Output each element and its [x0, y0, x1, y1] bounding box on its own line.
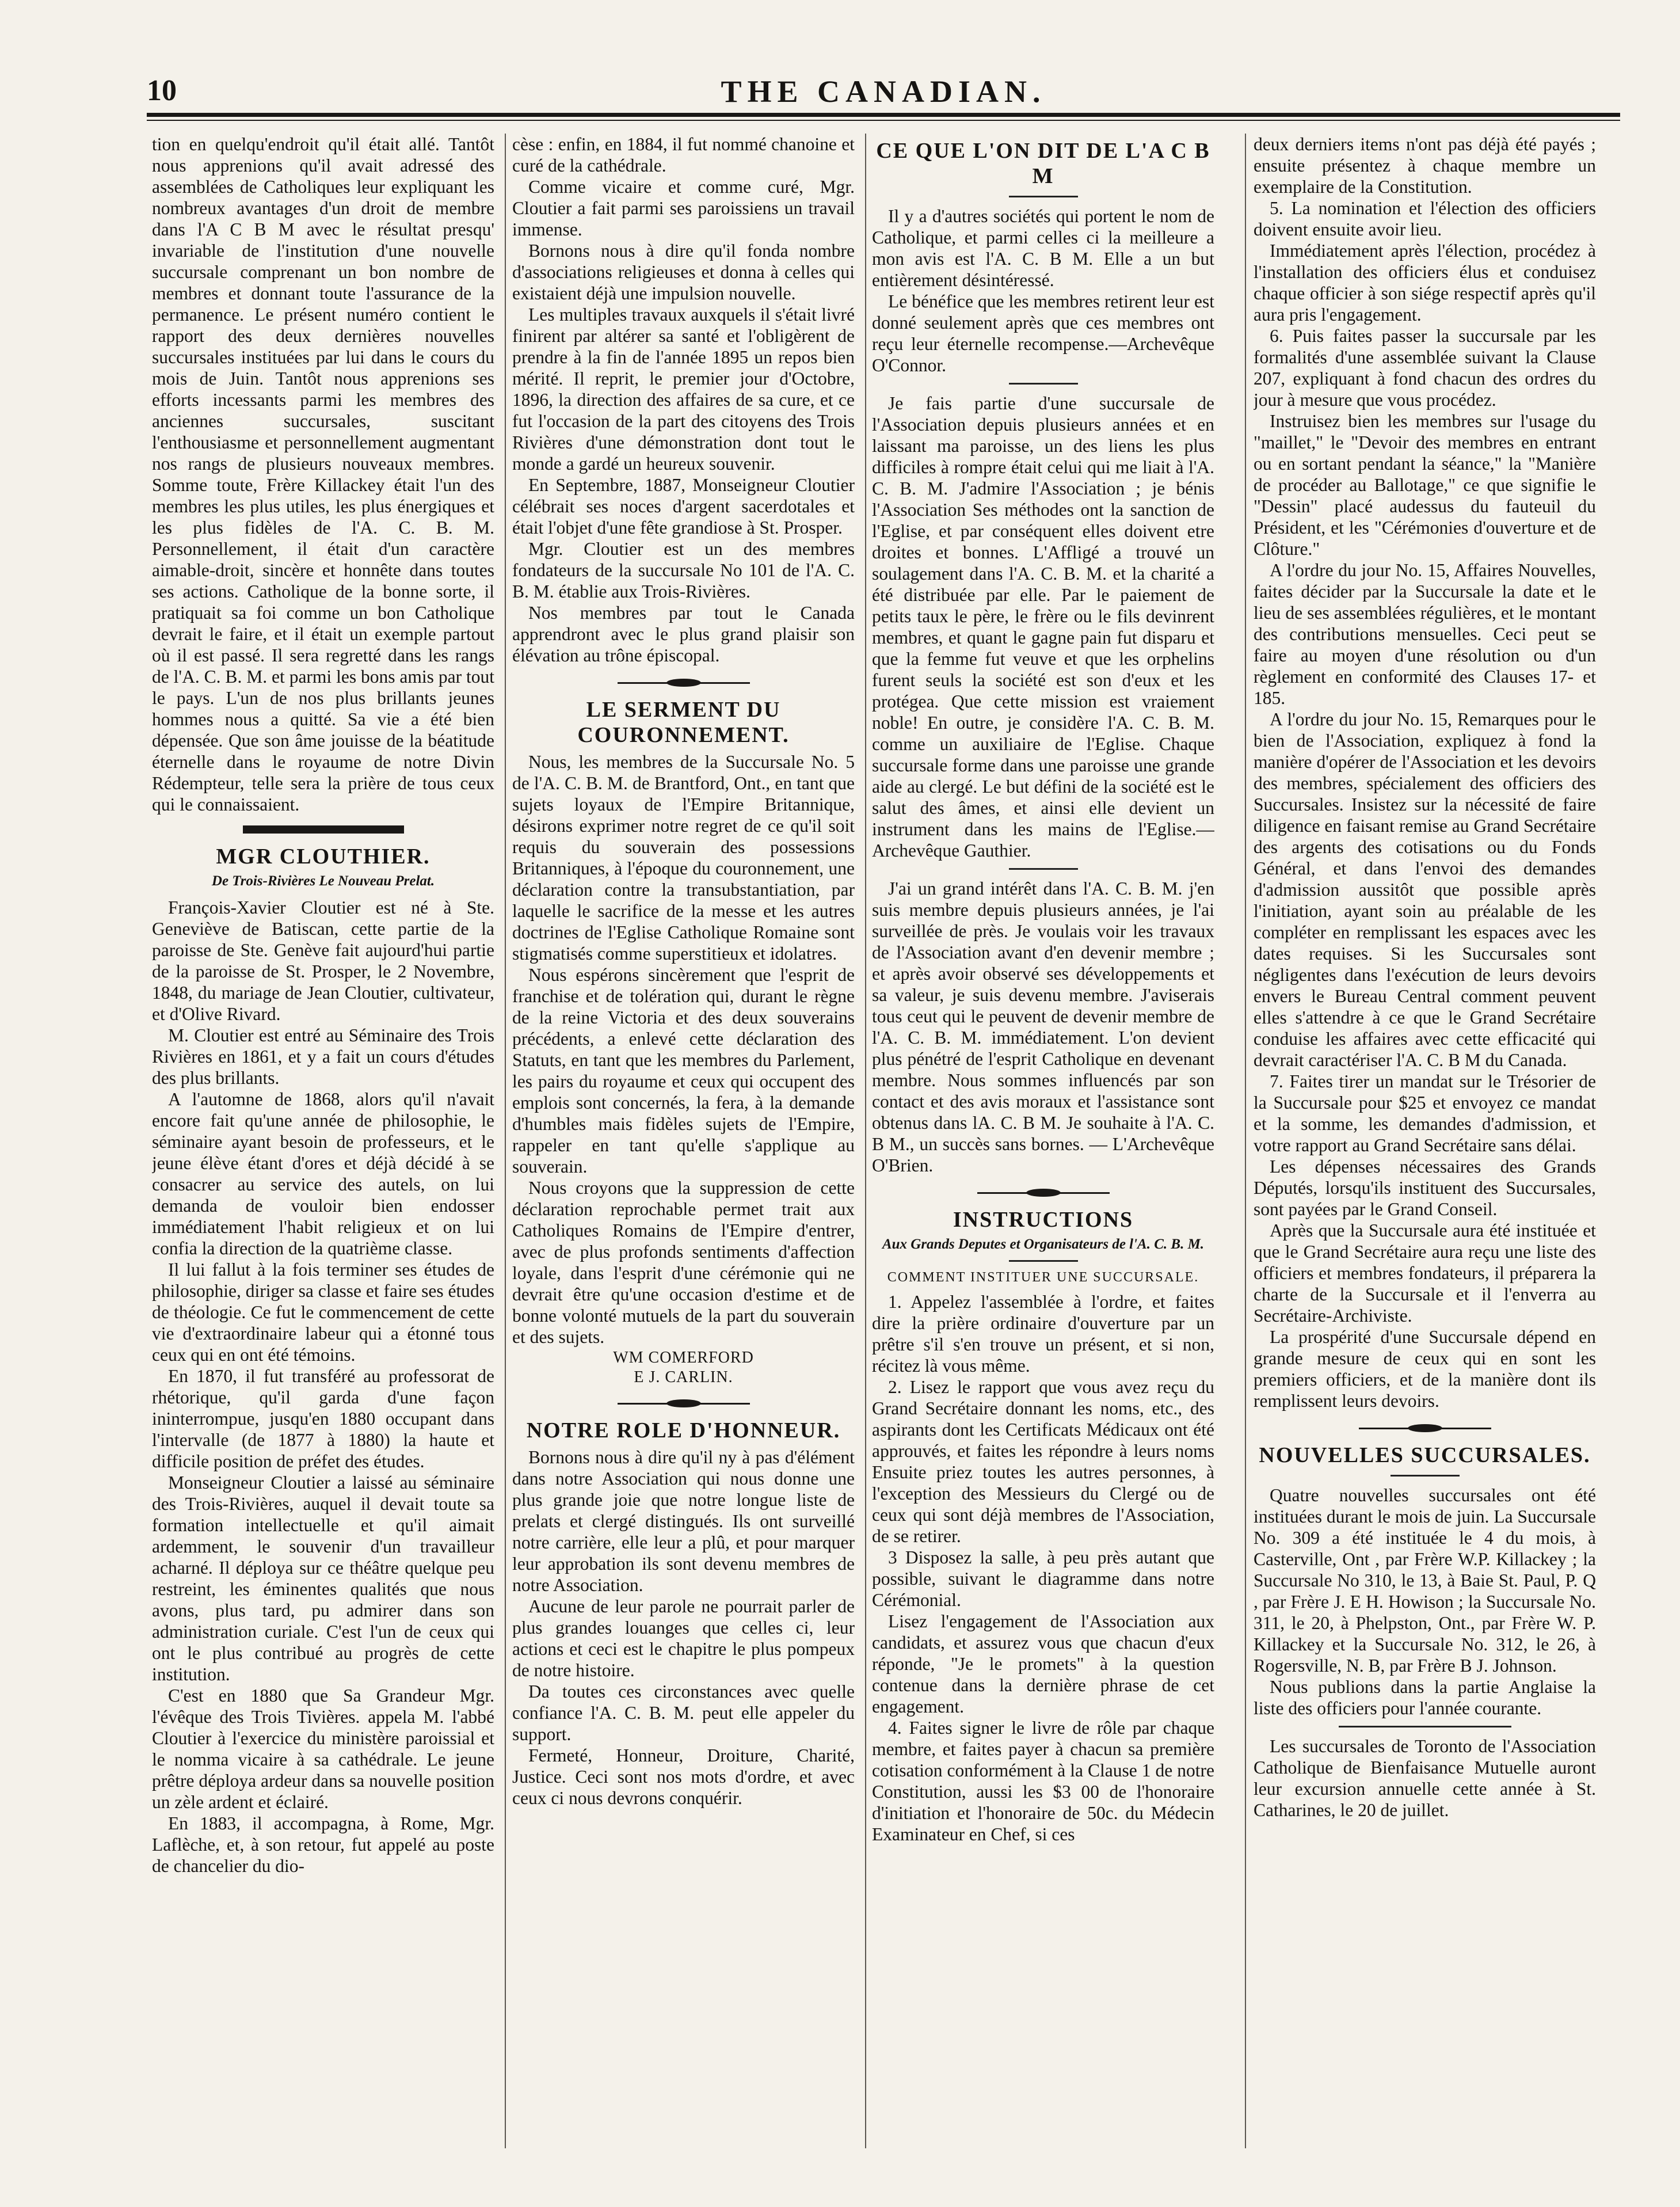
short-rule — [1009, 1260, 1078, 1262]
short-rule — [1391, 1475, 1460, 1477]
paragraph: Le bénéfice que les membres retirent leur est donné seulement après que ces membres ont reçu leur éternelle recompense.—Archevêque O'Connor. — [872, 291, 1214, 375]
newspaper-title: THE CANADIAN. — [721, 74, 1046, 109]
paragraph: Il lui fallut à la fois terminer ses études de philosophie, diriger sa classe et faire ses études de théologie. Ce fut le commencement de cette vie d'extraordinaire labeur qui a étonné tous ceux qui en ont été témoins. — [152, 1259, 494, 1365]
paragraph: 5. La nomination et l'élection des officiers doivent ensuite avoir lieu. — [1254, 198, 1596, 239]
ornament-divider — [618, 678, 750, 688]
subheadline: De Trois-Rivières Le Nouveau Prelat. — [211, 873, 435, 889]
paragraph: Instruisez bien les membres sur l'usage du "maillet," le "Devoir des membres en entrant ou en sortant pendant la séance," la "Manière de procéder au Ballotage," ce que signifie le "Dessin" placé audessus du fauteuil du Président, et les "Cérémonies d'ouverture et de Clôture." — [1254, 411, 1596, 559]
column-2 — [512, 134, 855, 2189]
paragraph: Après que la Succursale aura été instituée et que le Grand Secrétaire aura reçu une liste des officiers et membres fondateurs, il préparera la charte de la Succursale et il l'enverra au Secrétaire-Archiviste. — [1254, 1220, 1596, 1326]
paragraph: Nos membres par tout le Canada apprendront avec le plus grand plaisir son élévation au trône épiscopal. — [512, 603, 855, 665]
paragraph: Comme vicaire et comme curé, Mgr. Cloutier a fait parmi ses paroissiens un travail immense. — [512, 177, 855, 239]
paragraph: 3 Disposez la salle, à peu près autant que possible, suivant le diagramme dans notre Cérémonial. — [872, 1547, 1214, 1610]
paragraph: M. Cloutier est entré au Séminaire des Trois Rivières en 1861, et y a fait un cours d'études des plus brillants. — [152, 1025, 494, 1088]
paragraph: 6. Puis faites passer la succursale par les formalités d'une assemblée suivant la Clause 207, expliquant à fond chacun des ordres du jour à mesure que vous procédez. — [1254, 326, 1596, 410]
paragraph: Nous, les membres de la Succursale No. 5 de l'A. C. B. M. de Brantford, Ont., en tant que sujets loyaux de l'Empire Britannique, désirons exprimer notre regret de ce qu'il soit requis du souverain des possessions Britanniques, à l'époque du couronnement, une déclaration contre la transubstantiation, par laquelle le sacrifice de la messe et les autres doctrines de l'Eglise Catholique Romaine sont stigmatisés comme superstitieux et idolatres. — [512, 752, 855, 964]
headline-role-honneur: NOTRE ROLE D'HONNEUR. — [526, 1418, 841, 1443]
paragraph: Da toutes ces circonstances avec quelle confiance l'A. C. B. M. peut elle appeler du support. — [512, 1681, 855, 1744]
page-header — [147, 74, 1620, 108]
header-rule-thin — [147, 120, 1620, 121]
section-caption: COMMENT INSTITUER UNE SUCCURSALE. — [887, 1270, 1199, 1285]
section-divider — [243, 825, 404, 834]
paragraph: deux derniers items n'ont pas déjà été payés ; ensuite présentez à chaque membre un exemplaire de la Constitution. — [1254, 134, 1596, 197]
short-rule — [1009, 196, 1078, 197]
short-rule — [1339, 1726, 1511, 1727]
headline-mgr-clouthier: MGR CLOUTHIER. — [216, 844, 431, 869]
paragraph: En Septembre, 1887, Monseigneur Cloutier célébrait ses noces d'argent sacerdotales et était l'objet d'une fête grandiose à St. Prosper. — [512, 475, 855, 538]
paragraph: Lisez l'engagement de l'Association aux candidats, et assurez vous que chacun d'eux réponde, "Je le promets" à la question contenue dans la dernière phrase de cet engagement. — [872, 1611, 1214, 1717]
paragraph: Bornons nous à dire qu'il fonda nombre d'associations religieuses et donna à celles qui existaient déjà une impulsion nouvelle. — [512, 241, 855, 303]
paragraph: C'est en 1880 que Sa Grandeur Mgr. l'évêque des Trois Tivières. appela M. l'abbé Cloutier à l'exercice du ministère paroissial et le nomma vicaire à sa cathédrale. Le jeune prêtre déploya ardeur dans sa nouvelle position un zèle ardent et éclairé. — [152, 1685, 494, 1812]
paragraph: En 1883, il accompagna, à Rome, Mgr. Laflèche, et, à son retour, fut appelé au poste de chancelier du dio- — [152, 1813, 494, 1876]
ornament-divider — [1359, 1423, 1491, 1433]
ornament-divider — [977, 1188, 1110, 1198]
paragraph: A l'ordre du jour No. 15, Affaires Nouvelles, faites décider par la Succursale la date et le lieu de ses assemblées régulières, et le montant des contributions mensuelles. Ceci peut se faire au moyen d'une résolution ou d'un règlement en conformité des Clauses 17- et 185. — [1254, 560, 1596, 708]
header-rule-thick — [147, 113, 1620, 117]
paragraph: Les dépenses nécessaires des Grands Députés, lorsqu'ils instituent des Succursales, sont payées par le Grand Conseil. — [1254, 1156, 1596, 1219]
paragraph: Nous croyons que la suppression de cette déclaration reprochable permet trait aux Catholiques Romains de l'Empire d'entrer, avec de plus profonds sentiments d'affection loyale, dans l'esprit d'une cérémonie qui ne devrait être qu'une occasion d'estime et de bonne volonté mutuels de la part du souverain et des sujets. — [512, 1178, 855, 1347]
paragraph: Aucune de leur parole ne pourrait parler de plus grandes louanges que celles ci, leur actions et ceci est le chapitre le plus pompeux de notre histoire. — [512, 1596, 855, 1680]
paragraph: tion en quelqu'endroit qu'il était allé. Tantôt nous apprenions qu'il avait adressé des assemblées de Catholiques leur expliquant les nombreux avantages d'un droit de membre dans l'A C B M avec le résultat presqu' invariable de l'institution d'une nouvelle succursale comprenant un bon nombre de membres et donnant toute l'assurance de la permanence. Le présent numéro contient le rapport des deux dernières nouvelles succursales instituées par lui dans le cours du mois de Juin. Tantôt nous apprenions ses efforts incessants parmi les membres des anciennes succursales, suscitant l'enthousiasme et personnellement augmentant nos rangs de plusieurs nouveaux membres. Somme toute, Frère Killackey était l'un des membres les plus utiles, les plus énergiques et les plus fidèles de l'A. C. B. M. Personnellement, il était d'un caractère aimable-droit, sincère et honnête dans toutes ses actions. Catholique de la bonne sorte, il pratiquait sa foi comme un bon Catholique devrait le faire, et il était un exemple partout où il est passé. Il sera regretté dans les rangs de l'A. C. B. M. et parmi les bons amis par tout le pays. L'un de nos plus brillants jeunes hommes nous a quitté. Sa vie a été bien dépensée. Que son âme jouisse de la béatitude éternelle dans le royaume de notre Divin Rédempteur, telle sera la prière de tous ceux qui le connaissaient. — [152, 134, 494, 815]
paragraph: Il y a d'autres sociétés qui portent le nom de Catholique, et parmi celles ci la meilleure a mon avis est l'A. C. B M. Elle a un but entièrement désintéressé. — [872, 206, 1214, 290]
paragraph: En 1870, il fut transféré au professorat de rhétorique, qu'il garda d'une façon ininterrompue, jusqu'en 1880 occupant dans l'intervalle (de 1877 à 1880) la haute et difficile position de préfet des études. — [152, 1366, 494, 1471]
paragraph: Monseigneur Cloutier a laissé au séminaire des Trois-Rivières, auquel il devait toute sa formation intellectuelle et qu'il aimait ardemment, le souvenir d'un travailleur acharné. Il déploya sur ce théâtre quelque peu restreint, les éminentes qualités que nous avons, plus tard, pu admirer dans son administration curiale. C'est l'un de ceux qui ont le plus contribué au progrès de cette institution. — [152, 1472, 494, 1684]
column-divider — [1245, 134, 1246, 2148]
page-number: 10 — [147, 74, 177, 107]
paragraph: Les multiples travaux auxquels il s'était livré finirent par altérer sa santé et l'obligèrent de prendre à la fin de l'année 1895 un repos bien mérité. Il reprit, le premier jour d'Octobre, 1896, la direction des affaires de sa cure, et ce fut l'occasion de la part des citoyens des Trois Rivières d'une démonstration dont tout le monde a gardé un heureux souvenir. — [512, 305, 855, 474]
paragraph: Nous publions dans la partie Anglaise la liste des officiers pour l'année courante. — [1254, 1677, 1596, 1718]
paragraph: Je fais partie d'une succursale de l'Association depuis plusieurs années et en laissant ma paroisse, un des liens les plus difficiles à rompre était celui qui me liait à l'A. C. B. M. J'admire l'Association ; je bénis l'Association Ses méthodes ont la sanction de l'Eglise, et par conséquent elles doivent etre droites et bonnes. L'Affligé a trouvé un soulagement dans l'A. C. B. M. et la charité a été distribuée par elle. Par le paiement de petits taux le père, le frère ou le fils devinrent membres, et quant le gagne pain fut disparu et que la femme fut veuve et que les orphelins furent seuls la société est son d'eux et les protégea. Que cette mission est vraiement noble! En outre, je considère l'A. C. B. M. comme un auxiliaire de l'Eglise. Chaque succursale forme dans une paroisse une grande aide au clergé. Le but défini de la société est le salut des âmes, et ainsi elle devient un instrument dans les mains de l'Eglise.—Archevêque Gauthier. — [872, 393, 1214, 861]
column-divider — [865, 134, 866, 2148]
paragraph: Les succursales de Toronto de l'Association Catholique de Bienfaisance Mutuelle auront leur excursion annuelle cette année à St. Catharines, le 20 de juillet. — [1254, 1736, 1596, 1820]
paragraph: 4. Faites signer le livre de rôle par chaque membre, et faites payer à chacun sa première cotisation conformément à la Clause 1 de notre Constitution, aussi les $3 00 de l'honoraire d'initiation et l'honoraire de 50c. du Médecin Examinateur en Chef, si ces — [872, 1718, 1214, 1844]
paragraph: A l'ordre du jour No. 15, Remarques pour le bien de l'Association, expliquez à fond la manière d'opérer de l'Association et les devoirs des membres, spécialement des officiers des Succursales. Insistez sur la nécessité de faire diligence en faisant remise au Grand Secrétaire des argents des cotisations ou du Fonds Général, et dans l'envoi des demandes d'admission aussitôt que possible après l'initiation, ayant soin au préalable de les compléter en remplissant les espaces avec les dates requises. Si les Succursales sont négligentes dans l'exécution de leurs devoirs envers le Bureau Central comment peuvent elles s'attendre à ce que le Grand Secrétaire conduise les affaires avec cette efficacité qui devrait caractériser l'A. C. B M du Canada. — [1254, 709, 1596, 1070]
paragraph: François-Xavier Cloutier est né à Ste. Geneviève de Batiscan, cette partie de la paroisse de Ste. Genève fait aujourd'hui partie de la paroisse de St. Prosper, le 2 Novembre, 1848, du mariage de Jean Cloutier, cultivateur, et d'Olive Rivard. — [152, 897, 494, 1024]
paragraph: Nous espérons sincèrement que l'esprit de franchise et de tolération qui, durant le règne de la reine Victoria et des deux souverains précédents, a enlevé cette déclaration des Statuts, en tant que les membres du Parlement, les pairs du royaume et ceux qui occupent des emplois sont concernés, la fera, à la demande d'humbles mais fidèles sujets de l'Empire, rappeler en tant qu'elle s'applique au souverain. — [512, 965, 855, 1177]
column-1 — [152, 134, 494, 2189]
paragraph: Fermeté, Honneur, Droiture, Charité, Justice. Ceci sont nos mots d'ordre, et avec ceux ci nous devrons conquérir. — [512, 1745, 855, 1808]
signature: WM COMERFORD — [613, 1349, 754, 1367]
headline-instructions: INSTRUCTIONS — [953, 1208, 1134, 1232]
paragraph: J'ai un grand intérêt dans l'A. C. B. M. j'en suis membre depuis plusieurs années, je l'ai surveillée de près. Je voulais voir les travaux de l'Association avant d'en devenir membre ; et après avoir observé ses développements et sa valeur, je suis devenu membre. J'aviserais tous ceut qui le peuvent de devenir membre de l'A. C. B. M. immédiatement. L'on devient plus pénétré de l'esprit Catholique en devenant membre. Nous sommes influencés par son contact et des avis moraux et l'assistance sont obtenus dans lA. C. B M. Je souhaite à l'A. C. B M., un succès sans bornes. — L'Archevêque O'Brien. — [872, 878, 1214, 1175]
subheadline: Aux Grands Deputes et Organisateurs de l'A. C. B. M. — [882, 1236, 1205, 1252]
paragraph: Bornons nous à dire qu'il ny à pas d'élément dans notre Association qui nous donne une plus grande joie que notre longue liste de prelats et clergé distingués. Ils ont surveillé notre carrière, elle leur a plû, et pour marquer leur approbation ils sont devenu membres de notre Association. — [512, 1447, 855, 1595]
paragraph: A l'automne de 1868, alors qu'il n'avait encore fait qu'une année de philosophie, le séminaire ayant besoin de professeurs, et le jeune élève étant d'ores et déjà décidé à se consacrer au service des autels, on lui demanda de vouloir bien endosser immédiatement l'habit religieux et on lui confia la direction de la quatrième classe. — [152, 1089, 494, 1258]
headline-nouvelles-succursales: NOUVELLES SUCCURSALES. — [1259, 1443, 1591, 1467]
column-4 — [1254, 134, 1596, 2189]
signature: E J. CARLIN. — [634, 1368, 733, 1386]
paragraph: 2. Lisez le rapport que vous avez reçu du Grand Secrétaire donnant les noms, etc., des aspirants dont les Certificats Médicaux ont été approuvés, et faites les répondre à leurs noms Ensuite priez toutes les autres personnes, à l'exception des Messieurs du Clergé ou de ceux qui sont déjà membres de l'Association, de se retirer. — [872, 1377, 1214, 1546]
paragraph: La prospérité d'une Succursale dépend en grande mesure de ceux qui en sont les premiers officiers, et de la manière dont ils remplissent leurs devoirs. — [1254, 1327, 1596, 1411]
column-divider — [505, 134, 506, 2148]
short-rule — [1009, 383, 1078, 385]
paragraph: Mgr. Cloutier est un des membres fondateurs de la succursale No 101 de l'A. C. B. M. établie aux Trois-Rivières. — [512, 539, 855, 602]
column-3 — [872, 134, 1214, 2189]
paragraph: 1. Appelez l'assemblée à l'ordre, et faites dire la prière ordinaire d'ouverture par un prêtre s'il s'en trouve un présent, et si non, récitez là vous même. — [872, 1292, 1214, 1376]
paragraph: Immédiatement après l'élection, procédez à l'installation des officiers élus et conduisez chaque officier à son siége respectif après qu'il aura pris l'engagement. — [1254, 241, 1596, 325]
headline-serment-couronnement: LE SERMENT DU COURONNEMENT. — [577, 698, 790, 747]
paragraph: cèse : enfin, en 1884, il fut nommé chanoine et curé de la cathédrale. — [512, 134, 855, 176]
headline-ce-que-lon-dit: CE QUE L'ON DIT DE L'A C B M — [876, 139, 1210, 188]
paragraph: Quatre nouvelles succursales ont été instituées durant le mois de juin. La Succursale No. 309 a été instituée le 4 du mois, à Casterville, Ont , par Frère W.P. Killackey ; la Succursale No 310, le 13, à Baie St. Paul, P. Q , par Frère J. E H. Howison ; la Succursale No. 311, le 20, à Phelpston, Ont., par Frère W. P. Killackey et la Succursale No. 312, le 26, à Rogersville, N. B, par Frère B J. Johnson. — [1254, 1485, 1596, 1676]
ornament-divider — [618, 1398, 750, 1409]
paragraph: 7. Faites tirer un mandat sur le Trésorier de la Succursale pour $25 et envoyez ce mandat et la somme, les demandes d'admission, et votre rapport au Grand Secrétaire sans délai. — [1254, 1071, 1596, 1155]
short-rule — [1009, 868, 1078, 870]
